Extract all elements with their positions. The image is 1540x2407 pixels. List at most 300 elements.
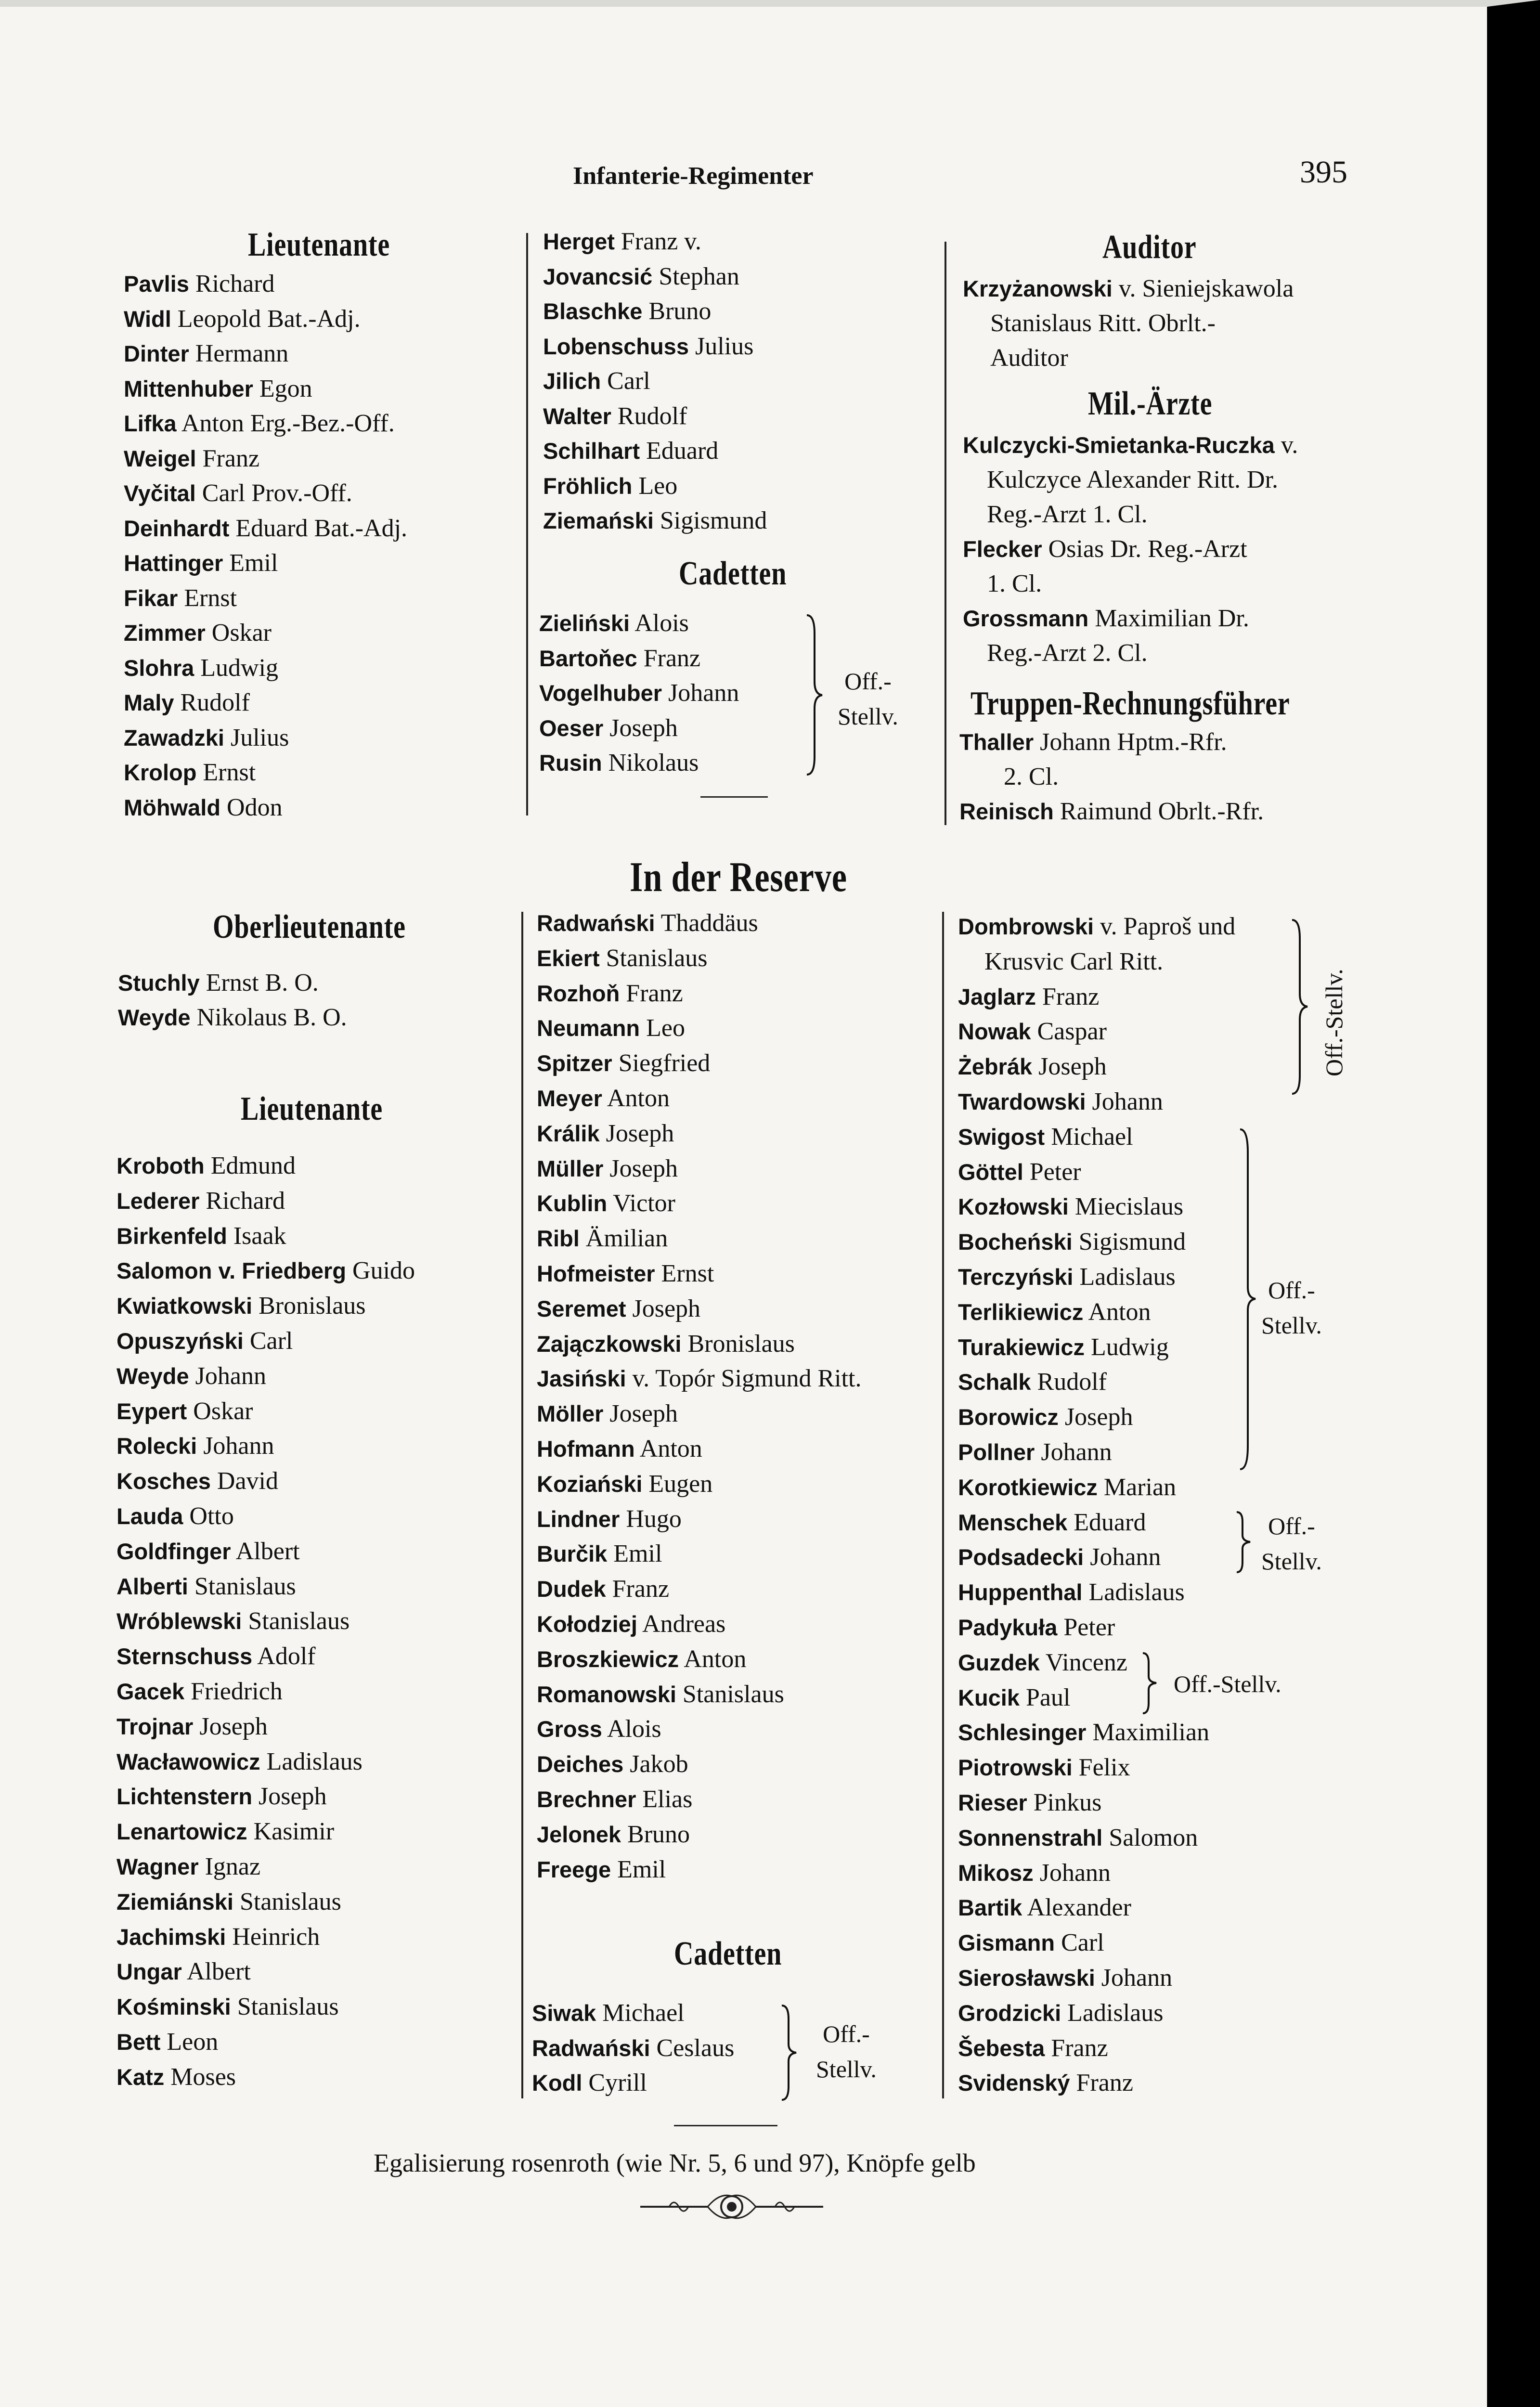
list-item	[537, 1612, 725, 1637]
entry-surname: Deinhardt	[124, 515, 230, 541]
list-item	[543, 508, 767, 533]
list-item	[124, 272, 275, 297]
list-item	[958, 1930, 1104, 1955]
list-item	[537, 1296, 700, 1321]
entry-details: Franz	[1051, 2034, 1108, 2062]
list-item	[539, 611, 689, 636]
entry-details: Johann Hptm.-Rfr.	[1040, 728, 1227, 756]
list-item	[532, 2071, 647, 2096]
entry-details: Leo	[646, 1014, 685, 1042]
entry-surname: Herget	[543, 229, 615, 254]
entry-details: Eduard Bat.-Adj.	[235, 514, 408, 542]
entry-details: Richard	[206, 1187, 285, 1215]
list-item	[958, 1125, 1133, 1150]
list-item	[958, 1650, 1127, 1675]
entry-surname: Kosches	[116, 1468, 211, 1494]
entry-details: Hugo	[626, 1505, 682, 1533]
entry-details: Ignaz	[205, 1853, 261, 1880]
entry-surname: Schalk	[958, 1369, 1031, 1395]
list-item	[537, 1016, 685, 1041]
entry-details: Ladislaus	[1067, 1999, 1164, 2027]
entry-details: Eduard	[646, 437, 719, 465]
list-item	[958, 1545, 1161, 1570]
list-item	[543, 299, 711, 324]
entry-surname: Opuszyński	[116, 1328, 244, 1354]
list-item	[116, 1153, 296, 1178]
list-item	[124, 516, 407, 541]
list-item	[537, 1717, 661, 1742]
entry-details: Elias	[642, 1786, 693, 1813]
entry-surname: Neumann	[537, 1015, 640, 1041]
entry-details: Anton Erg.-Bez.-Off.	[181, 410, 395, 437]
list-item	[543, 404, 687, 429]
list-item	[116, 1224, 286, 1249]
entry-details: Anton	[639, 1435, 702, 1462]
entry-surname: Ribl	[537, 1226, 580, 1252]
entry-details: Ladislaus	[1088, 1579, 1185, 1606]
entry-surname: Seremet	[537, 1295, 626, 1321]
entry-surname: Terczyński	[958, 1264, 1074, 1290]
entry-surname: Zieliński	[539, 610, 630, 636]
list-item	[958, 1685, 1070, 1710]
entry-surname: Möller	[537, 1401, 604, 1427]
list-item	[958, 1580, 1185, 1605]
entry-details: Joseph	[609, 1400, 678, 1428]
list-item	[958, 1265, 1176, 1290]
list-item	[116, 1189, 285, 1214]
entry-details: Alexander	[1027, 1894, 1131, 1922]
entry-surname: Jaglarz	[958, 984, 1036, 1009]
entry-details: Franz	[626, 979, 683, 1007]
col-divider	[945, 242, 946, 825]
entry-surname: Kośminski	[116, 1994, 231, 2020]
entry-surname: Rozhoň	[537, 980, 620, 1006]
list-item	[124, 725, 289, 751]
list-item	[116, 1749, 362, 1774]
entry-details: Franz	[1042, 983, 1100, 1010]
list-item	[116, 1364, 266, 1389]
entry-surname: Borowicz	[958, 1404, 1059, 1430]
entry-details: Leon	[167, 2028, 219, 2056]
entry-details: Richard	[195, 270, 275, 298]
list-item	[537, 1541, 662, 1566]
note-off-stellv: Off.- Stellv.	[816, 2020, 877, 2083]
entry-surname: Thaller	[959, 729, 1034, 755]
entry-surname: Grodzicki	[958, 2000, 1061, 2026]
brace	[1290, 919, 1309, 1095]
entry-surname: Dinter	[124, 341, 189, 366]
list-item	[984, 949, 1163, 974]
list-item	[124, 586, 237, 611]
entry-details: Ladislaus	[1079, 1263, 1176, 1291]
entry-details: David	[217, 1467, 279, 1495]
entry-surname: Schilhart	[543, 438, 640, 464]
list-item	[539, 681, 739, 706]
list-item	[116, 2065, 236, 2090]
entry-surname: Králik	[537, 1120, 600, 1146]
list-item	[543, 439, 718, 464]
entry-surname: Brechner	[537, 1786, 636, 1812]
entry-details: Jakob	[630, 1750, 688, 1778]
list-item	[958, 1194, 1183, 1219]
list-item	[958, 1160, 1081, 1185]
entry-details: Ernst B. O.	[206, 969, 319, 996]
entry-details: 1. Cl.	[987, 570, 1042, 597]
entry-details: Sigismund	[660, 507, 767, 534]
entry-surname: Gacek	[116, 1679, 185, 1704]
list-item	[537, 1121, 674, 1146]
entry-surname: Trojnar	[116, 1713, 194, 1739]
list-item	[537, 1226, 668, 1251]
list-item	[124, 307, 361, 332]
entry-surname: Spitzer	[537, 1050, 612, 1076]
entry-surname: Fikar	[124, 585, 178, 611]
entry-details: Carl	[1061, 1929, 1104, 1957]
entry-details: Michael	[602, 1999, 685, 2027]
entry-surname: Kodl	[532, 2070, 582, 2096]
list-item	[124, 341, 288, 366]
list-item	[118, 971, 319, 996]
entry-details: Stanislaus	[606, 944, 708, 972]
entry-surname: Svidenský	[958, 2070, 1070, 2096]
list-item	[124, 481, 352, 506]
heading-lieutenante-reserve: Lieutenante	[241, 1090, 383, 1127]
entry-details: Bruno	[648, 298, 712, 325]
entry-surname: Goldfinger	[116, 1538, 231, 1564]
entry-details: Leopold Bat.-Adj.	[177, 305, 361, 333]
entry-surname: Reinisch	[959, 799, 1054, 824]
entry-details: Ceslaus	[656, 2034, 735, 2062]
list-item	[124, 376, 312, 401]
entry-surname: Hofmann	[537, 1436, 635, 1462]
entry-details: Joseph	[609, 714, 678, 742]
entry-details: v. Topór Sigmund Ritt.	[632, 1365, 862, 1393]
heading-lieutenante: Lieutenante	[248, 226, 390, 263]
entry-details: Stephan	[659, 262, 739, 290]
list-item	[116, 1539, 300, 1564]
list-item	[958, 1370, 1107, 1395]
list-item	[987, 641, 1148, 666]
entry-details: Julius	[695, 332, 754, 360]
list-item	[958, 1861, 1111, 1886]
entry-surname: Romanowski	[537, 1681, 676, 1707]
list-item	[958, 1615, 1115, 1640]
list-item	[958, 1335, 1169, 1360]
list-item	[959, 799, 1264, 824]
list-item	[958, 1755, 1130, 1780]
entry-details: Thaddäus	[660, 909, 758, 937]
entry-surname: Lederer	[116, 1188, 200, 1214]
entry-details: Miecislaus	[1074, 1193, 1184, 1221]
entry-surname: Lauda	[116, 1503, 183, 1529]
list-item	[958, 1720, 1209, 1745]
entry-surname: Burčik	[537, 1541, 608, 1567]
entry-details: Carl	[249, 1327, 293, 1355]
entry-details: Otto	[189, 1502, 234, 1530]
entry-surname: Jilich	[543, 368, 601, 394]
entry-surname: Kołodziej	[537, 1611, 637, 1637]
entry-surname: Schlesinger	[958, 1720, 1087, 1746]
entry-details: Emil	[617, 1855, 666, 1883]
list-item	[116, 1819, 334, 1844]
list-item	[124, 690, 250, 715]
entry-details: Auditor	[990, 344, 1068, 372]
list-item	[987, 502, 1148, 527]
list-item	[116, 1854, 260, 1879]
list-item	[539, 716, 678, 741]
entry-details: Ludwig	[200, 654, 279, 682]
list-item	[959, 730, 1227, 755]
entry-surname: Zajączkowski	[537, 1331, 682, 1357]
entry-details: Paul	[1026, 1683, 1071, 1711]
list-item	[958, 2001, 1163, 2026]
entry-surname: Guzdek	[958, 1649, 1040, 1675]
list-item	[543, 474, 677, 499]
brace	[780, 2005, 799, 2101]
entry-surname: Stuchly	[118, 970, 200, 996]
entry-surname: Jasiński	[537, 1366, 626, 1392]
list-item	[116, 1889, 341, 1915]
entry-surname: Vogelhuber	[539, 680, 662, 706]
list-item	[116, 1959, 251, 1984]
entry-surname: Flecker	[963, 536, 1042, 562]
entry-surname: Weyde	[118, 1005, 191, 1030]
entry-details: Stanislaus	[237, 1993, 339, 2021]
list-item	[124, 551, 278, 576]
entry-details: Pinkus	[1033, 1789, 1102, 1816]
note-off-stellv: Off.-Stellv.	[1174, 1670, 1281, 1697]
list-item	[958, 1825, 1198, 1851]
entry-surname: Dombrowski	[958, 914, 1094, 939]
entry-details: Emil	[613, 1540, 662, 1568]
entry-surname: Siwak	[532, 2000, 596, 2026]
entry-surname: Żebrák	[958, 1054, 1033, 1080]
entry-surname: Widl	[124, 306, 171, 332]
entry-surname: Jelonek	[537, 1821, 621, 1847]
entry-surname: Dudek	[537, 1576, 606, 1602]
entry-surname: Vyčital	[124, 480, 196, 506]
entry-details: Franz	[643, 644, 701, 672]
entry-surname: Ziemański	[543, 508, 654, 533]
entry-details: Franz	[612, 1575, 670, 1603]
entry-details: Julius	[230, 724, 289, 751]
ornament-icon	[635, 2190, 828, 2224]
entry-surname: Podsadecki	[958, 1544, 1084, 1570]
list-item	[124, 411, 395, 436]
entry-details: Ernst	[184, 584, 237, 612]
entry-details: Egon	[259, 375, 312, 402]
list-item	[532, 2036, 734, 2061]
entry-surname: Bocheński	[958, 1229, 1073, 1255]
brace	[1141, 1652, 1160, 1715]
entry-surname: Rieser	[958, 1790, 1027, 1815]
entry-details: Joseph	[609, 1154, 678, 1182]
list-item	[958, 1229, 1186, 1255]
entry-details: Carl Prov.-Off.	[202, 479, 352, 507]
entry-surname: Bett	[116, 2029, 161, 2055]
entry-details: Stanislaus	[248, 1607, 350, 1635]
list-item	[537, 1436, 702, 1462]
entry-surname: Sierosławski	[958, 1965, 1095, 1991]
heading-mil-aerzte: Mil.-Ärzte	[1088, 385, 1213, 422]
entry-details: Alois	[634, 609, 689, 637]
entry-details: Stanislaus	[682, 1680, 784, 1708]
list-item	[963, 433, 1298, 458]
list-item	[116, 1399, 253, 1424]
note-off-stellv-vertical: Off.-Stellv.	[1320, 969, 1347, 1076]
entry-surname: Pollner	[958, 1439, 1035, 1465]
entry-details: Emil	[229, 549, 278, 577]
list-item	[537, 946, 708, 971]
list-item	[958, 1440, 1112, 1465]
list-item	[116, 1644, 316, 1669]
list-item	[537, 1682, 784, 1707]
entry-details: Marian	[1103, 1473, 1177, 1501]
entry-details: Felix	[1078, 1754, 1130, 1782]
list-item	[116, 1329, 293, 1354]
entry-surname: Krolop	[124, 760, 197, 785]
entry-surname: Jovancsić	[543, 263, 653, 289]
note-off-stellv: Off.- Stellv.	[1261, 1277, 1322, 1339]
col-divider	[521, 912, 523, 2098]
entry-surname: Šebesta	[958, 2035, 1045, 2061]
entry-surname: Gismann	[958, 1930, 1055, 1956]
entry-details: Raimund Obrlt.-Rfr.	[1060, 798, 1264, 825]
entry-details: Albert	[235, 1537, 300, 1565]
entry-surname: Birkenfeld	[116, 1223, 227, 1249]
list-item	[537, 1051, 710, 1076]
entry-details: 2. Cl.	[1004, 763, 1059, 790]
list-item	[958, 1089, 1163, 1114]
entry-details: Caspar	[1037, 1018, 1107, 1046]
entry-surname: Möhwald	[124, 794, 221, 820]
list-item	[116, 1994, 339, 2019]
list-item	[537, 1577, 669, 1602]
entry-surname: Lobenschuss	[543, 333, 689, 359]
list-item	[116, 1574, 296, 1599]
entry-surname: Bartik	[958, 1895, 1022, 1921]
entry-details: Franz v.	[621, 228, 701, 255]
entry-surname: Nowak	[958, 1019, 1031, 1045]
entry-details: Michael	[1051, 1123, 1133, 1151]
brace	[1235, 1511, 1254, 1574]
entry-surname: Weigel	[124, 445, 196, 471]
list-item	[958, 1895, 1131, 1920]
entry-details: Peter	[1063, 1614, 1115, 1641]
entry-details: Heinrich	[232, 1923, 320, 1951]
entry-details: Siegfried	[618, 1049, 711, 1077]
entry-details: Oskar	[193, 1397, 253, 1425]
entry-details: Johann	[1090, 1543, 1161, 1571]
list-item	[958, 1475, 1176, 1500]
list-item	[124, 656, 278, 681]
list-item	[958, 1054, 1107, 1079]
list-item	[116, 2030, 218, 2055]
list-item	[990, 346, 1068, 371]
list-item	[537, 1507, 682, 1532]
list-item	[124, 446, 259, 471]
list-item	[124, 760, 256, 785]
entry-details: Joseph	[199, 1712, 268, 1740]
entry-details: Johann	[1101, 1964, 1173, 1992]
entry-details: Bronislaus	[687, 1330, 795, 1358]
entry-details: Krusvic Carl Ritt.	[984, 947, 1164, 975]
list-item	[987, 467, 1278, 492]
entry-surname: Sternschuss	[116, 1643, 253, 1669]
list-item	[958, 1966, 1172, 1991]
entry-details: Salomon	[1109, 1824, 1198, 1851]
entry-details: Friedrich	[191, 1678, 283, 1705]
heading-cadetten: Cadetten	[679, 555, 787, 592]
entry-details: Hermann	[195, 340, 289, 367]
entry-surname: Mittenhuber	[124, 375, 253, 401]
entry-details: Nikolaus	[608, 749, 699, 776]
entry-surname: Freege	[537, 1856, 611, 1882]
entry-surname: Wacławowicz	[116, 1748, 260, 1774]
entry-surname: Ekiert	[537, 945, 600, 971]
entry-surname: Walter	[543, 403, 611, 429]
entry-surname: Lenartowicz	[116, 1819, 247, 1845]
entry-details: Peter	[1029, 1158, 1081, 1186]
entry-details: Kulczyce Alexander Ritt. Dr.	[987, 466, 1279, 493]
list-item	[124, 795, 283, 820]
col-divider	[942, 912, 944, 2098]
list-item	[116, 1469, 278, 1494]
entry-surname: Sonnenstrahl	[958, 1825, 1103, 1851]
entry-details: Leo	[638, 472, 678, 500]
list-item	[543, 229, 701, 254]
entry-surname: Broszkiewicz	[537, 1646, 679, 1672]
entry-details: Adolf	[257, 1643, 316, 1670]
list-item	[958, 1019, 1107, 1044]
entry-surname: Menschek	[958, 1509, 1068, 1535]
entry-surname: Ungar	[116, 1959, 182, 1985]
list-item	[543, 334, 753, 359]
entry-details: Stanislaus Ritt. Obrlt.-	[990, 310, 1216, 337]
entry-surname: Lindner	[537, 1506, 620, 1532]
rule	[700, 796, 768, 798]
entry-details: Victor	[613, 1190, 675, 1217]
list-item	[990, 311, 1216, 336]
heading-in-der-reserve: In der Reserve	[630, 854, 847, 901]
entry-details: Joseph	[606, 1119, 674, 1147]
entry-surname: Terlikiewicz	[958, 1299, 1084, 1325]
entry-details: Bronislaus	[259, 1292, 366, 1320]
list-item	[537, 1366, 862, 1391]
entry-surname: Swigost	[958, 1124, 1045, 1150]
entry-details: Johann	[1039, 1859, 1111, 1887]
entry-details: Rudolf	[180, 689, 250, 716]
entry-details: Eugen	[648, 1470, 713, 1498]
entry-surname: Padykuła	[958, 1615, 1058, 1640]
entry-surname: Blaschke	[543, 298, 643, 324]
entry-details: Cyrill	[588, 2069, 647, 2096]
entry-surname: Meyer	[537, 1086, 602, 1111]
entry-surname: Koziański	[537, 1471, 643, 1497]
entry-surname: Kucik	[958, 1684, 1020, 1710]
entry-details: Eduard	[1074, 1508, 1146, 1536]
entry-surname: Zimmer	[124, 620, 206, 646]
list-item	[537, 1191, 675, 1216]
entry-surname: Oeser	[539, 715, 604, 741]
entry-details: Johann	[203, 1432, 274, 1460]
page-number: 395	[1300, 155, 1347, 190]
entry-details: Stanislaus	[239, 1888, 341, 1915]
entry-surname: Ziemiánski	[116, 1889, 233, 1915]
entry-details: Joseph	[632, 1294, 701, 1322]
entry-details: Sigismund	[1078, 1228, 1186, 1256]
entry-details: Ämilian	[585, 1225, 668, 1253]
